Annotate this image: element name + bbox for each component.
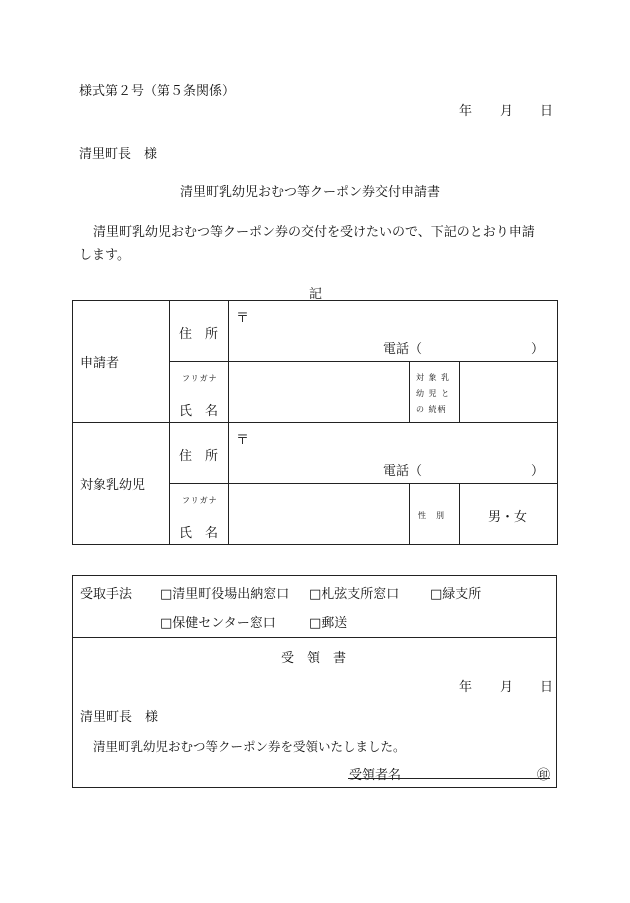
child-address-field[interactable] (229, 423, 558, 484)
intro-text-line2: します。 (79, 248, 130, 263)
child-address-label: 住 所 (179, 449, 219, 464)
option-mail[interactable]: □郵送 (309, 616, 348, 631)
child-postal-mark: 〒 (236, 433, 250, 448)
page-title: 清里町乳幼児おむつ等クーポン券交付申請書 (180, 185, 441, 200)
receipt-date-day: 日 (540, 680, 554, 695)
receipt-addressee: 清里町長 様 (80, 710, 159, 725)
applicant-section-label-cell (73, 301, 170, 423)
receiver-name-label: 受領者名 (349, 768, 402, 783)
ki-heading: 記 (309, 287, 323, 302)
addressee: 清里町長 様 (79, 147, 158, 162)
relation-label-1: 対 象 乳 (416, 373, 451, 382)
applicant-address-label: 住 所 (179, 327, 219, 342)
relation-label-cell (410, 362, 460, 423)
receipt-divider (73, 637, 556, 638)
applicant-phone-close: ） (531, 342, 545, 357)
applicant-furigana-label: フリガナ (182, 374, 218, 383)
relation-label-2: 幼 児 と (416, 389, 451, 398)
receiver-name-line[interactable] (348, 778, 550, 779)
relation-field[interactable] (460, 362, 558, 423)
intro-text-line1: 清里町乳幼児おむつ等クーポン券の交付を受けたいので、下記のとおり申請 (93, 225, 535, 240)
child-address-label-cell (170, 423, 229, 484)
receipt-date-year: 年 (459, 680, 473, 695)
receipt-title: 受 領 書 (281, 651, 347, 666)
applicant-address-field[interactable] (229, 301, 558, 362)
child-name-label: 氏 名 (179, 526, 219, 541)
applicant-postal-mark: 〒 (236, 311, 250, 326)
date-year: 年 (459, 104, 473, 119)
receipt-method-label: 受取手法 (80, 587, 133, 602)
receipt-date-month: 月 (500, 680, 514, 695)
sex-label-cell (410, 484, 460, 545)
receipt-statement: 清里町乳幼児おむつ等クーポン券を受領いたしました。 (93, 739, 406, 754)
sex-label: 性 別 (418, 511, 445, 520)
application-table (72, 300, 558, 545)
applicant-name-field[interactable] (229, 362, 410, 423)
child-furigana-label: フリガナ (182, 496, 218, 505)
applicant-phone-label: 電話（ (383, 342, 423, 357)
date-day: 日 (540, 104, 554, 119)
child-section-label: 対象乳幼児 (80, 478, 146, 493)
option-midori-branch[interactable]: □緑支所 (430, 587, 482, 602)
sex-field[interactable] (460, 484, 558, 545)
applicant-name-label: 氏 名 (179, 404, 219, 419)
date-month: 月 (500, 104, 514, 119)
seal-icon: ㊞ (537, 768, 551, 783)
applicant-name-label-cell (170, 362, 229, 423)
child-name-field[interactable] (229, 484, 410, 545)
child-name-label-cell (170, 484, 229, 545)
applicant-section-label: 申請者 (80, 356, 120, 371)
applicant-address-label-cell (170, 301, 229, 362)
sex-value: 男・女 (488, 510, 528, 525)
relation-label-3: の 続柄 (416, 405, 447, 414)
form-number: 様式第２号（第５条関係） (79, 84, 236, 99)
option-sattsuru-branch[interactable]: □札弦支所窓口 (309, 587, 400, 602)
child-phone-close: ） (531, 464, 545, 479)
child-phone-label: 電話（ (383, 464, 423, 479)
child-section-label-cell (73, 423, 170, 545)
option-health-center[interactable]: □保健センター窓口 (160, 616, 276, 631)
receipt-box (72, 575, 557, 788)
option-town-office[interactable]: □清里町役場出納窓口 (160, 587, 290, 602)
